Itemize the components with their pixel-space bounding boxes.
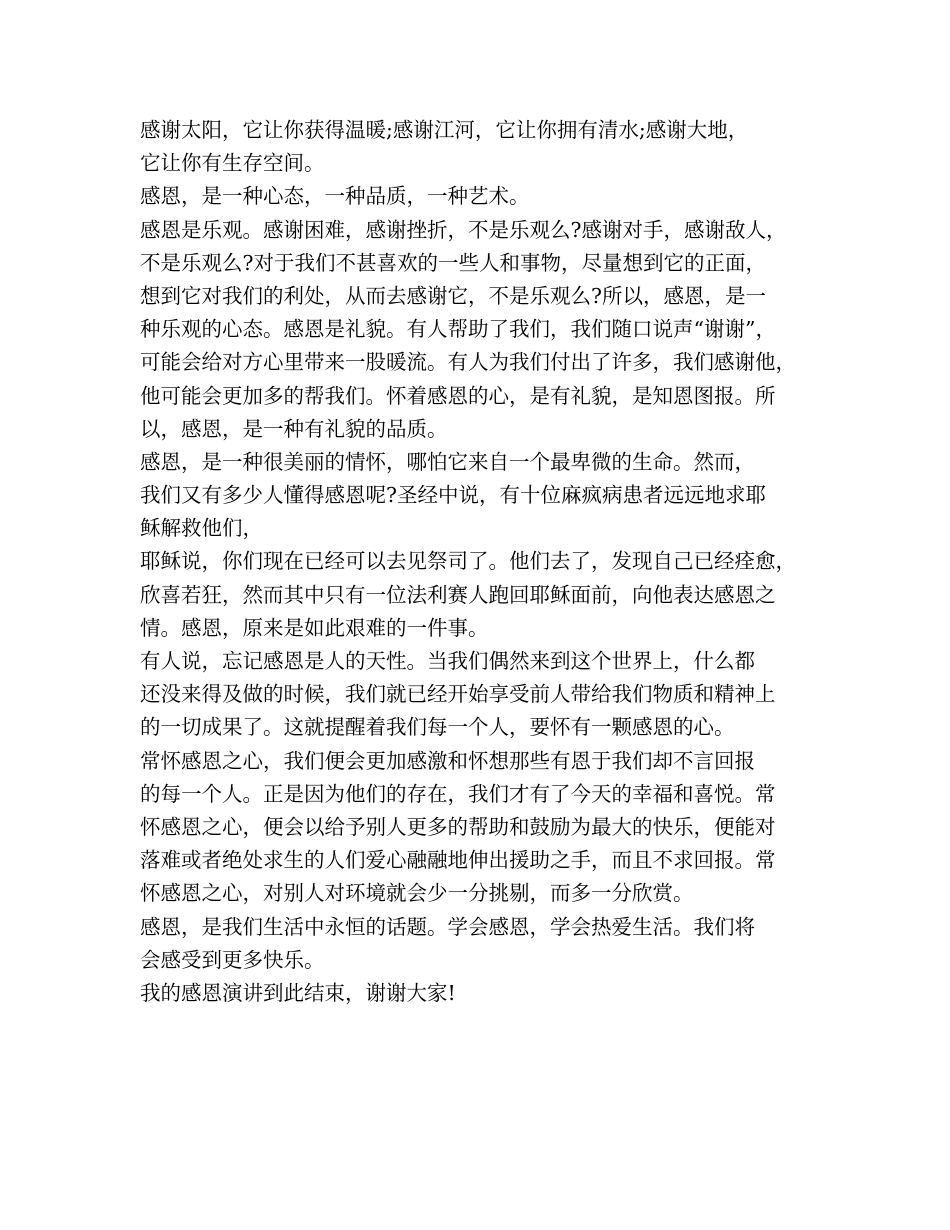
text-line: 耶稣说，你们现在已经可以去见祭司了。他们去了，发现自己已经痊愈， — [140, 549, 796, 574]
text-line: 感谢太阳，它让你获得温暖;感谢江河，它让你拥有清水;感谢大地， — [140, 118, 749, 142]
text-line: 怀感恩之心，对别人对环境就会少一分挑剔，而多一分欣赏。 — [140, 881, 694, 906]
text-line: 情。感恩，原来是如此艰难的一件事。 — [140, 615, 489, 640]
text-line: 他可能会更加多的帮我们。怀着感恩的心，是有礼貌，是知恩图报。所 — [140, 383, 776, 408]
document-body — [140, 114, 820, 1010]
text-line: 有人说，忘记感恩是人的天性。当我们偶然来到这个世界上，什么都 — [140, 649, 755, 673]
text-line: 还没来得及做的时候，我们就已经开始享受前人带给我们物质和精神上 — [140, 682, 776, 707]
text-line: 怀感恩之心，便会以给予别人更多的帮助和鼓励为最大的快乐，便能对 — [140, 814, 776, 839]
text-line: 感恩是乐观。感谢困难，感谢挫折，不是乐观么?感谢对手，感谢敌人， — [140, 217, 787, 242]
text-line: 的一切成果了。这就提醒着我们每一个人，要怀有一颗感恩的心。 — [140, 715, 735, 740]
text-line: 感恩，是一种很美丽的情怀，哪怕它来自一个最卑微的生命。然而， — [140, 449, 755, 474]
text-line: 的每一个人。正是因为他们的存在，我们才有了今天的幸福和喜悦。常 — [140, 781, 776, 806]
text-line: 感恩，是一种心态，一种品质，一种艺术。 — [140, 184, 530, 209]
text-line: 我们又有多少人懂得感恩呢?圣经中说，有十位麻疯病患者远远地求耶 — [140, 483, 766, 508]
text-line: 可能会给对方心里带来一股暖流。有人为我们付出了许多，我们感谢他， — [140, 350, 796, 375]
text-line: 落难或者绝处求生的人们爱心融融地伸出援助之手，而且不求回报。常 — [140, 848, 776, 873]
text-line: 稣解救他们， — [140, 516, 263, 541]
text-line: 想到它对我们的利处，从而去感谢它，不是乐观么?所以，感恩，是一 — [140, 283, 766, 308]
text-line: 它让你有生存空间。 — [140, 151, 325, 176]
text-line: 欣喜若狂，然而其中只有一位法利赛人跑回耶稣面前，向他表达感恩之 — [140, 582, 776, 607]
text-line: 以，感恩，是一种有礼貌的品质。 — [140, 416, 448, 441]
text-line: 我的感恩演讲到此结束，谢谢大家! — [140, 980, 456, 1005]
text-line: 种乐观的心态。感恩是礼貌。有人帮助了我们，我们随口说声“谢谢”， — [140, 317, 776, 342]
text-line: 会感受到更多快乐。 — [140, 947, 325, 972]
text-line: 不是乐观么?对于我们不甚喜欢的一些人和事物，尽量想到它的正面， — [140, 250, 766, 275]
text-line: 感恩，是我们生活中永恒的话题。学会感恩，学会热爱生活。我们将 — [140, 914, 755, 939]
text-line: 常怀感恩之心，我们便会更加感激和怀想那些有恩于我们却不言回报 — [140, 748, 755, 773]
